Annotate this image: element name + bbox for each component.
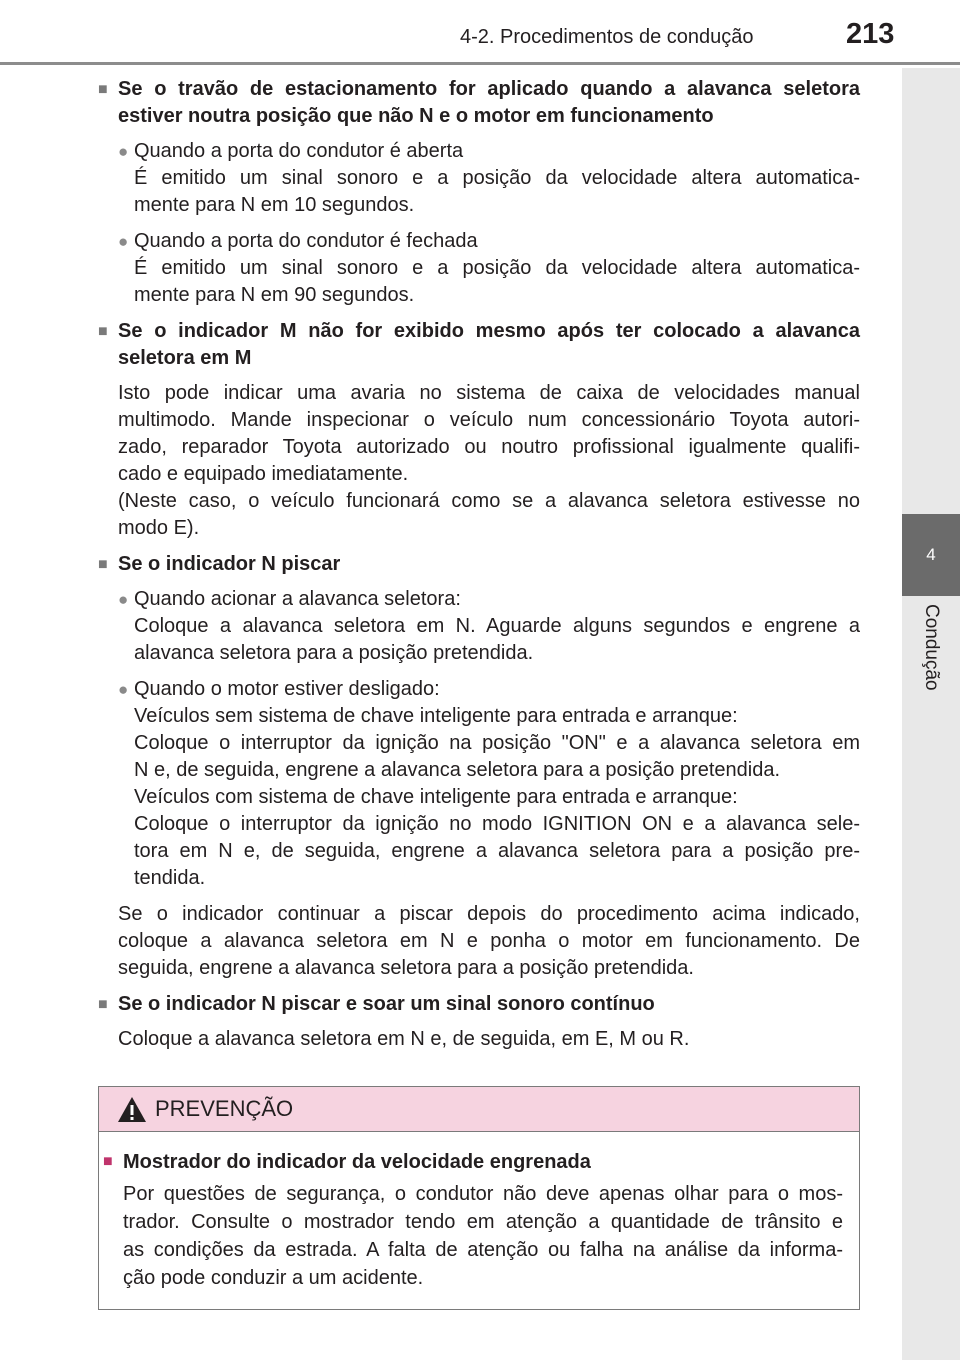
list-item: ● Quando o motor estiver desligado: Veículos sem sistema de chave inteligente para entrada e arranque: Coloque o interruptor da ignição na posição "ON" e a alavanca seletora em N e, de seguida, engrene a alavanca seletora para a posição pretendida. Veículos com sistema de chave inteligente para entrada e arranque: Coloque o interruptor da ignição no modo IGNITION ON e a alavanca sele- tora em N e, de seguida, engrene a alavanca seletora para a posição pre- tendida. xyxy=(118,676,860,892)
circle-bullet-icon: ● xyxy=(118,232,129,251)
section-title: 4-2. Procedimentos de condução xyxy=(460,26,754,48)
circle-bullet-icon: ● xyxy=(118,680,129,699)
circle-bullet-icon: ● xyxy=(118,590,129,609)
warning-triangle-icon xyxy=(117,1096,147,1123)
list-item: ● Quando acionar a alavanca seletora: Coloque a alavanca seletora em N. Aguarde alguns segundos e engrene a alavanca seletora para a posição pretendida. xyxy=(118,586,860,667)
warning-heading: ■ Mostrador do indicador da velocidade engrenada xyxy=(103,1148,843,1176)
section-heading: ■ Se o travão de estacionamento for aplicado quando a alavanca seletora estiver noutra posição que não N e o motor em funcionamento xyxy=(98,76,860,130)
circle-bullet-icon: ● xyxy=(118,142,129,161)
page-number: 213 xyxy=(846,18,895,50)
warning-title: PREVENÇÃO xyxy=(155,1096,294,1121)
list-item: ● Quando a porta do condutor é aberta É emitido um sinal sonoro e a posição da velocidade altera automatica- mente para N em 10 segundos. xyxy=(118,138,860,219)
chapter-tab-label: Condução xyxy=(921,604,942,691)
warning-box xyxy=(98,1086,860,1310)
square-bullet-icon: ■ xyxy=(98,996,108,1013)
section-heading: ■ Se o indicador N piscar e soar um sinal sonoro contínuo xyxy=(98,991,860,1018)
square-bullet-icon: ■ xyxy=(98,323,108,340)
square-bullet-icon: ■ xyxy=(103,1153,113,1170)
section-heading: ■ Se o indicador M não for exibido mesmo após ter colocado a alavanca seletora em M xyxy=(98,318,860,372)
list-item: ● Quando a porta do condutor é fechada É emitido um sinal sonoro e a posição da velocidade altera automatica- mente para N em 90 segundos. xyxy=(118,228,860,309)
warning-header xyxy=(99,1087,859,1132)
paragraph: Isto pode indicar uma avaria no sistema de caixa de velocidades manual multimodo. Mande inspecionar o veículo num concessionário Toyota autori- zado, reparador Toyota autorizado ou noutro profissional igualmente qualifi- cado e equipado imediatamente. (Neste caso, o veículo funcionará como se a alavanca seletora estivesse no modo E). xyxy=(118,382,860,539)
square-bullet-icon: ■ xyxy=(98,556,108,573)
warning-text: Por questões de segurança, o condutor não deve apenas olhar para o mos- trador. Consulte o mostrador tendo em atenção a quantidade de trânsito e as condições da estrada. A falta de atenção ou falha na análise da informa- ção pode conduzir a um acidente. xyxy=(123,1183,843,1289)
chapter-tab[interactable]: 4 xyxy=(902,514,960,596)
side-tab-strip xyxy=(902,68,960,1360)
section-heading: ■ Se o indicador N piscar xyxy=(98,551,860,578)
warning-body xyxy=(99,1132,859,1292)
paragraph: Coloque a alavanca seletora em N e, de seguida, em E, M ou R. xyxy=(118,1028,690,1050)
square-bullet-icon: ■ xyxy=(98,81,108,98)
paragraph: Se o indicador continuar a piscar depois do procedimento acima indicado, coloque a alavanca seletora em N e ponha o motor em funcionamento. De seguida, engrene a alavanca seletora para a posição pretendida. xyxy=(118,903,860,979)
main-content xyxy=(98,76,860,1062)
header-divider xyxy=(0,62,960,65)
